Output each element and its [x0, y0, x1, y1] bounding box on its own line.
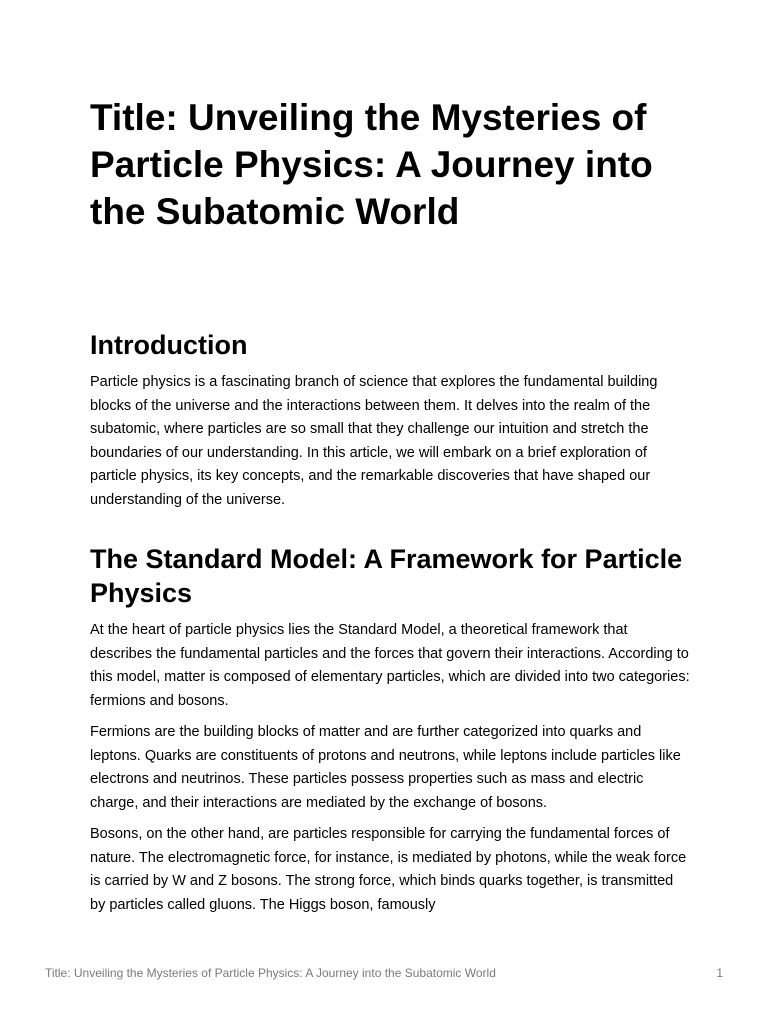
page-content — [90, 94, 690, 917]
section-heading-introduction: Introduction — [90, 330, 248, 360]
document-title: Title: Unveiling the Mysteries of Particle Physics: A Journey into the Subatomic World — [90, 97, 653, 232]
paragraph: Bosons, on the other hand, are particles responsible for carrying the fundamental forces of nature. The electromagnetic force, for instance, is mediated by photons, while the weak force is carried by W and Z bosons. The strong force, which binds quarks together, is transmitted by particles called gluons. The Higgs boson, famously — [90, 826, 687, 913]
section-heading-standard-model: The Standard Model: A Framework for Particle Physics — [90, 544, 683, 608]
paragraph: At the heart of particle physics lies the Standard Model, a theoretical framework that describes the fundamental particles and the forces that govern their interactions. According to this model, matter is composed of elementary particles, which are divided into two categories: fermions and bosons. — [90, 622, 690, 709]
footer-title: Title: Unveiling the Mysteries of Particle Physics: A Journey into the Subatomic World — [45, 966, 496, 980]
page-number: 1 — [716, 966, 723, 980]
paragraph: Particle physics is a fascinating branch of science that explores the fundamental building blocks of the universe and the interactions between them. It delves into the realm of the subatomic, where particles are so small that they challenge our intuition and stretch the boundaries of our understanding. In this article, we will embark on a brief exploration of particle physics, its key concepts, and the remarkable discoveries that have shaped our understanding of the universe. — [90, 374, 658, 508]
paragraph: Fermions are the building blocks of matter and are further categorized into quarks and leptons. Quarks are constituents of protons and neutrons, while leptons include particles like electrons and neutrinos. These particles possess properties such as mass and electric charge, and their interactions are mediated by the exchange of bosons. — [90, 724, 681, 811]
